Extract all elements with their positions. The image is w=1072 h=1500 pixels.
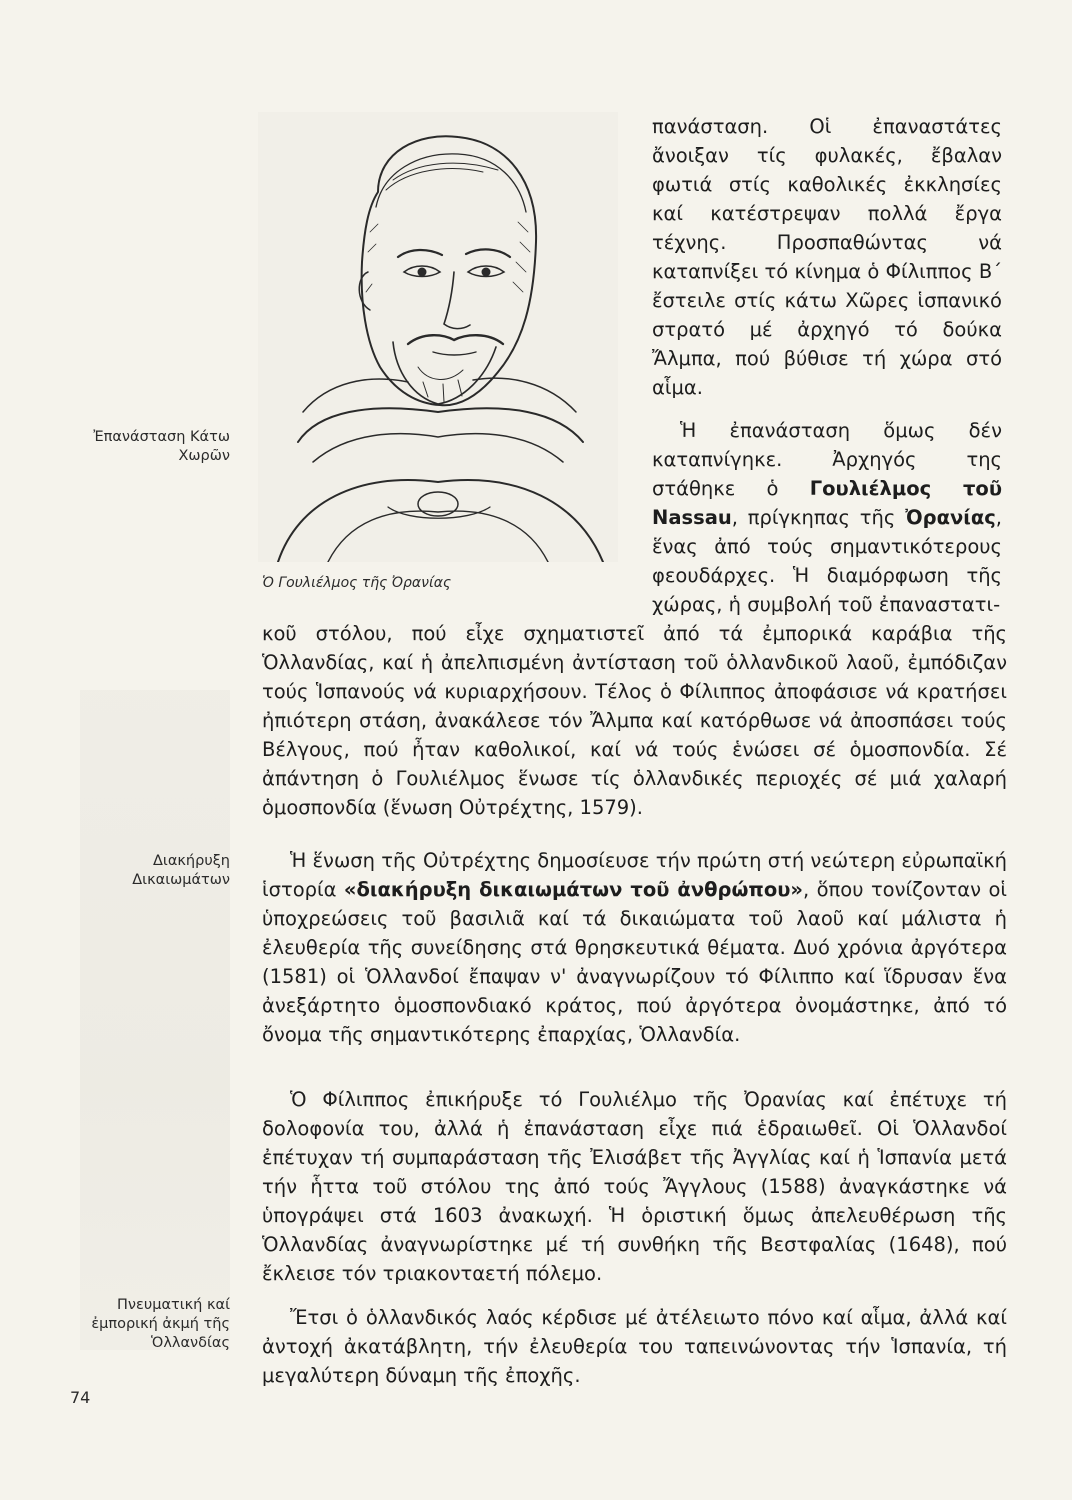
p2-text-a: Ἡ ἐπανάσταση ὅμως δέν καταπνίγηκε. Ἀρχηγός της στάθηκε ὁ	[652, 419, 1002, 500]
p3-text-a: Ἡ ἕνωση τῆς Οὐτρέχτης δημοσίευσε τήν πρώτη στή νεώτερη εὐρωπαϊκή ἱστορία	[262, 849, 1007, 901]
margin-note-golden-age: Πνευματική καί ἐμπορική ἀκμή τῆς Ὁλλανδίας	[91, 1297, 230, 1351]
portrait-drawing	[258, 112, 618, 562]
portrait-william-of-orange	[258, 112, 618, 562]
declaration-of-rights-title: «διακήρυξη δικαιωμάτων τοῦ ἀνθρώπου»	[343, 878, 803, 901]
page-number: 74	[70, 1388, 91, 1407]
paragraph-independence: Ὁ Φίλιππος ἐπικήρυξε τό Γουλιέλμο τῆς Ὀρανίας καί ἐπέτυχε τή δολοφονία του, ἀλλά ἡ ἐπανάσταση εἶχε πιά ἑδραιωθεῖ. Οἱ Ὁλλανδοί ἐπέτυχαν τή συμπαράσταση τῆς Ἐλισάβετ τῆς Ἀγγλίας καί ἡ Ἱσπανία μετά τήν ἧττα τοῦ στόλου της ἀπό τούς Ἄγγλους (1588) ἀναγκάστηκε νά ὑπογράψει στά 1603 ἀνακωχή. Ἡ ὁριστική ὅμως ἀπελευθέρωση τῆς Ὁλλανδίας ἀναγνωρίστηκε μέ τή συνθήκη τῆς Βεστφαλίας (1648), πού ἔκλεισε τόν τριακονταετή πόλεμο.	[262, 1088, 1007, 1285]
background-map-shadow	[80, 690, 230, 1350]
margin-note-revolution: Ἐπανάσταση Κάτω Χωρῶν	[93, 429, 230, 464]
p3-text-c: , ὅπου τονίζονταν οἱ ὑποχρεώσεις τοῦ βασιλιᾶ καί τά δικαιώματα τοῦ λαοῦ καί μάλιστα ἡ ἐλευθερία τῆς συνείδησης στά θρησκευτικά θέματα. Δυό χρόνια ἀργότερα (1581) οἱ Ὁλλανδοί ἔπαψαν ν' ἀναγνωρίζουν τό Φίλιππο καί ἵδρυσαν ἕνα ἀνεξάρτητο ὁμοσπονδιακό κράτος, πού ἀργότερα ὀνομάστηκε, ἀπό τό ὄνομα τῆς σημαντικότερης ἐπαρχίας, Ὁλλανδία.	[262, 878, 1007, 1046]
orange-name: Ὀρανίας	[905, 506, 996, 529]
p2-text-e: , ἕνας ἀπό τούς σημαντικότερους φεουδάρχες. Ἡ διαμόρφωση τῆς χώρας, ἡ συμβολή τοῦ ἐπαναστατι-	[652, 506, 1002, 616]
portrait-caption: Ὁ Γουλιέλμος τῆς Ὀρανίας	[262, 575, 452, 591]
william-of-nassau-name: Γουλιέλμος τοῦ Nassau	[652, 477, 1002, 529]
margin-note-declaration: Διακήρυξη Δικαιωμάτων	[132, 853, 230, 888]
p2-text-c: , πρίγκηπας τῆς	[731, 506, 906, 529]
paragraph-declaration	[262, 846, 1007, 1049]
paragraph-conclusion: Ἔτσι ὁ ὁλλανδικός λαός κέρδισε μέ ἀτέλειωτο πόνο καί αἷμα, ἀλλά καί ἀντοχή ἀκατάβλητη, τήν ἐλευθερία του ταπεινώνοντας τήν Ἱσπανία, τή μεγαλύτερη δύναμη τῆς ἐποχῆς.	[262, 1306, 1007, 1387]
paragraph-revolution-start: πανάσταση. Οἱ ἐπαναστάτες ἄνοιξαν τίς φυλακές, ἔβαλαν φωτιά στίς καθολικές ἐκκλησίες καί κατέστρεψαν πολλά ἔργα τέχνης. Προσπαθώντας νά καταπνίξει τό κίνημα ὁ Φίλιππος Β΄ ἔστειλε στίς κάτω Χῶρες ἱσπανικό στρατό μέ ἀρχηγό τό δούκα Ἄλμπα, πού βύθισε τή χώρα στό αἷμα.	[652, 115, 1002, 399]
paragraph-revolution-leader	[652, 416, 1002, 619]
paragraph-revolution-continued: κοῦ στόλου, πού εἶχε σχηματιστεῖ ἀπό τά ἐμπορικά καράβια τῆς Ὁλλανδίας, καί ἡ ἀπελπισμένη ἀντίσταση τοῦ ὁλλανδικοῦ λαοῦ, ἐμπόδιζαν τούς Ἱσπανούς νά κυριαρχήσουν. Τέλος ὁ Φίλιππος ἀποφάσισε νά κρατήσει ἠπιότερη στάση, ἀνακάλεσε τόν Ἄλμπα καί κατόρθωσε νά ἀποσπάσει τούς Βέλγους, πού ἦταν καθολικοί, καί νά τούς ἑνώσει σέ ὁμοσπονδία. Σέ ἀπάντηση ὁ Γουλιέλμος ἕνωσε τίς ὁλλανδικές περιοχές σέ μιά χαλαρή ὁμοσπονδία (ἕνωση Οὐτρέχτης, 1579).	[262, 622, 1007, 819]
